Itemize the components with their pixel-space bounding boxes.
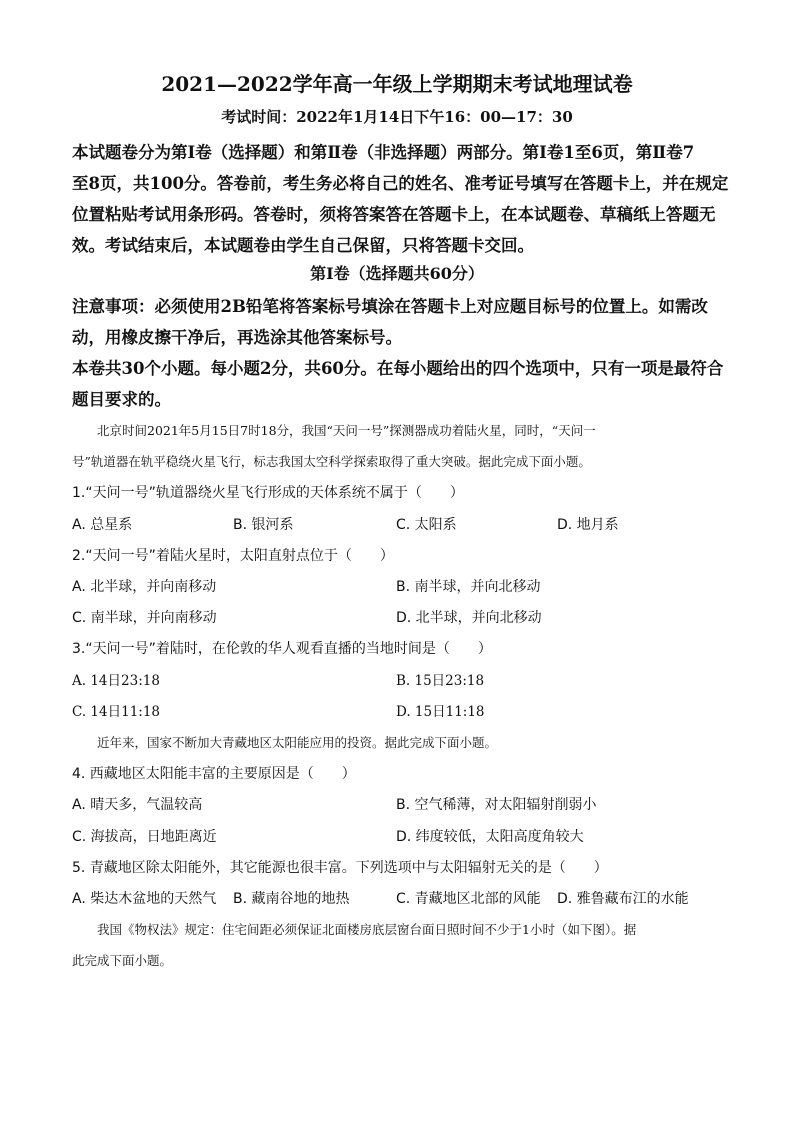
question-2-option-d[interactable]: D. 北半球，并向北移动 [396,610,542,626]
passage-line: 号”轨道器在轨平稳绕火星飞行，标志我国太空科学探索取得了重大突破。据此完成下面小题。 [72,454,591,469]
rule-line: 题目要求的。 [72,390,171,409]
section-title: 第Ⅰ卷（选择题共60分） [310,264,484,283]
question-4-option-c[interactable]: C. 海拔高，日地距离近 [72,829,217,845]
question-5-stem: 5. 青藏地区除太阳能外，其它能源也很丰富。下列选项中与太阳辐射无关的是（ ） [72,860,608,876]
question-3-option-d[interactable]: D. 15日11:18 [396,704,485,720]
question-2-option-a[interactable]: A. 北半球，并向南移动 [72,579,217,595]
passage-line: 我国《物权法》规定：住宅间距必须保证北面楼房底层窗台面日照时间不少于1小时（如下图）。据 [72,922,637,937]
question-3-option-c[interactable]: C. 14日11:18 [72,704,161,720]
question-5-option-b[interactable]: B. 藏南谷地的地热 [233,891,350,907]
question-3-option-a[interactable]: A. 14日23:18 [72,673,160,689]
question-3-option-b[interactable]: B. 15日23:18 [396,673,485,689]
intro-line: 本试题卷分为第Ⅰ卷（选择题）和第Ⅱ卷（非选择题）两部分。第Ⅰ卷1至6页，第Ⅱ卷7 [72,143,695,162]
question-4-option-a[interactable]: A. 晴天多，气温较高 [72,797,203,813]
question-2-option-b[interactable]: B. 南半球，并向北移动 [396,579,541,595]
exam-time: 考试时间：2022年1月14日下午16：00—17：30 [221,108,573,126]
question-1-option-c[interactable]: C. 太阳系 [396,517,457,533]
question-2-option-c[interactable]: C. 南半球，并向南移动 [72,610,217,626]
passage-line: 近年来，国家不断加大青藏地区太阳能应用的投资。据此完成下面小题。 [72,735,498,750]
question-1-option-b[interactable]: B. 银河系 [233,517,294,533]
question-1-option-a[interactable]: A. 总星系 [72,517,133,533]
notice-line: 注意事项：必须使用2B铅笔将答案标号填涂在答题卡上对应题目标号的位置上。如需改 [72,297,708,316]
question-3-stem: 3.“天问一号”着陆时，在伦敦的华人观看直播的当地时间是（ ） [72,641,492,657]
passage-3 [72,914,722,976]
intro-line: 至8页，共100分。答卷前，考生务必将自己的姓名、准考证号填写在答题卡上，并在规定 [72,174,729,193]
rule-line: 本卷共30个小题。每小题2分，共60分。在每小题给出的四个选项中，只有一项是最符合 [72,359,724,378]
question-5-option-a[interactable]: A. 柴达木盆地的天然气 [72,891,217,907]
notice-paragraph [72,291,722,353]
question-5-option-d[interactable]: D. 雅鲁藏布江的水能 [557,891,689,907]
question-2-stem: 2.“天问一号”着陆火星时，太阳直射点位于（ ） [72,548,394,564]
intro-line: 位置粘贴考试用条形码。答卷时，须将答案答在答题卡上，在本试题卷、草稿纸上答题无 [72,205,716,224]
intro-line: 效。考试结束后，本试题卷由学生自己保留，只将答题卡交回。 [72,236,534,255]
notice-line: 动，用橡皮擦干净后，再选涂其他答案标号。 [72,328,402,347]
question-5-option-c[interactable]: C. 青藏地区北部的风能 [396,891,541,907]
passage-2 [72,727,722,758]
intro-paragraph [72,137,729,261]
exam-title: 2021—2022学年高一年级上学期期末考试地理试卷 [161,72,633,96]
passage-line: 北京时间2021年5月15日7时18分，我国“天问一号”探测器成功着陆火星，同时，“天问一 [72,423,596,438]
question-1-stem: 1.“天问一号”轨道器绕火星飞行形成的天体系统不属于（ ） [72,485,464,501]
question-4-stem: 4. 西藏地区太阳能丰富的主要原因是（ ） [72,766,356,782]
question-1-option-d[interactable]: D. 地月系 [557,517,619,533]
passage-1 [72,415,722,477]
passage-line: 此完成下面小题。 [72,953,173,968]
rule-paragraph [72,353,722,415]
question-4-option-d[interactable]: D. 纬度较低，太阳高度角较大 [396,829,584,845]
question-4-option-b[interactable]: B. 空气稀薄，对太阳辐射削弱小 [396,797,597,813]
